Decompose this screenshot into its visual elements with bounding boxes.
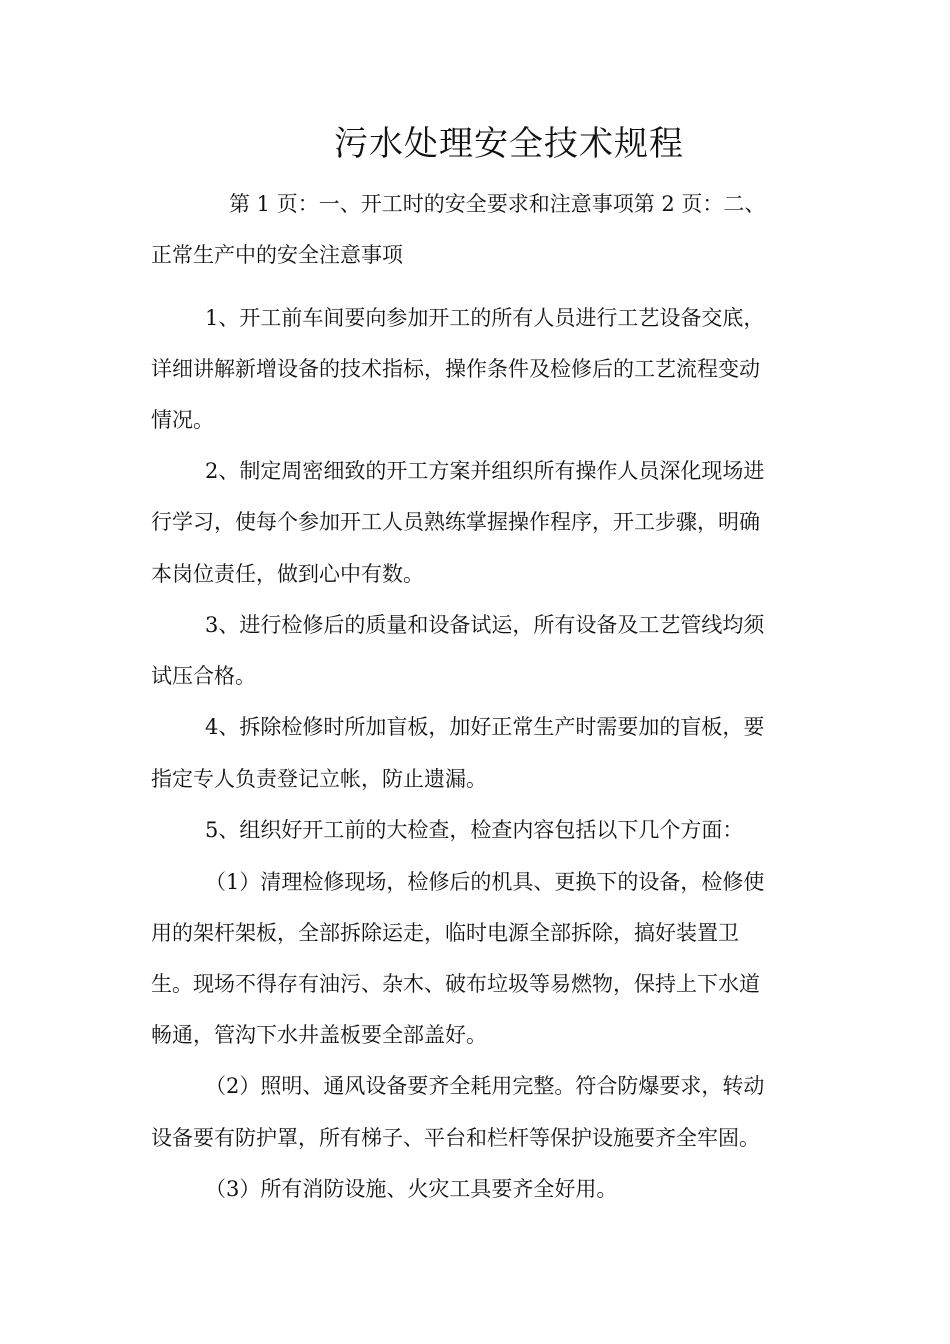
text-line: （3）所有消防设施、火灾工具要齐全好用。 [205,1177,618,1201]
text-line: 正常生产中的安全注意事项 [151,243,403,267]
text-line: 详细讲解新增设备的技术指标，操作条件及检修后的工艺流程变动 [151,357,760,381]
text-line: 3、进行检修后的质量和设备试运，所有设备及工艺管线均须 [205,613,765,637]
text-line: （2）照明、通风设备要齐全耗用完整。符合防爆要求，转动 [205,1074,765,1098]
text-line: 4、拆除检修时所加盲板，加好正常生产时需要加的盲板，要 [205,715,765,739]
text-line: 畅通，管沟下水井盖板要全部盖好。 [151,1023,487,1047]
text-line: 5、组织好开工前的大检查，检查内容包括以下几个方面： [205,818,744,842]
text-line: （1）清理检修现场，检修后的机具、更换下的设备，检修使 [205,870,765,894]
text-line: 第 1 页：一、开工时的安全要求和注意事项第 2 页：二、 [229,192,766,216]
text-line: 2、制定周密细致的开工方案并组织所有操作人员深化现场进 [205,459,765,483]
text-line: 试压合格。 [151,664,256,688]
text-line: 行学习，使每个参加开工人员熟练掌握操作程序，开工步骤，明确 [151,510,760,534]
text-line: 本岗位责任，做到心中有数。 [151,562,424,586]
text-line: 用的架杆架板，全部拆除运走，临时电源全部拆除，搞好装置卫 [151,921,739,945]
document-title: 污水处理安全技术规程 [334,124,684,164]
text-line: 设备要有防护罩，所有梯子、平台和栏杆等保护设施要齐全牢固。 [151,1126,760,1150]
text-line: 情况。 [151,408,214,432]
text-line: 生。现场不得存有油污、杂木、破布垃圾等易燃物，保持上下水道 [151,972,760,996]
text-line: 1、开工前车间要向参加开工的所有人员进行工艺设备交底， [205,306,765,330]
text-line: 指定专人负责登记立帐，防止遗漏。 [151,767,487,791]
